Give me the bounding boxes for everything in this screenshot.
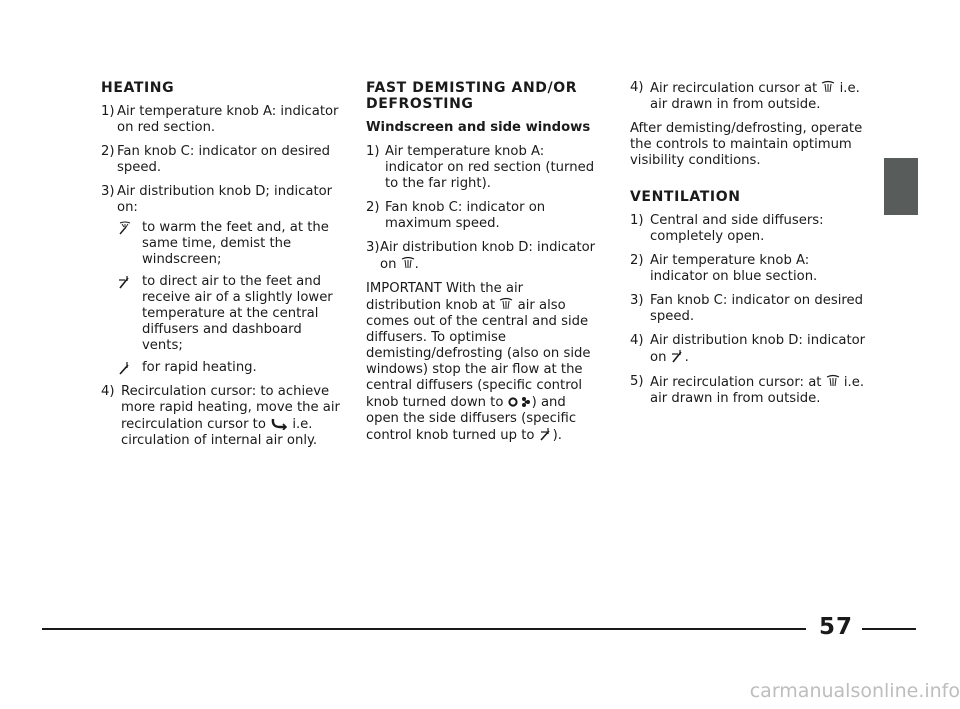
step-text: Central and side diffusers: completely open.: [650, 213, 824, 244]
feet-icon: [118, 361, 132, 375]
ventilation-column: [630, 80, 870, 415]
ventilation-step-2: [630, 253, 870, 285]
demist-step-4: [630, 80, 870, 113]
demist-step-1: [366, 144, 602, 192]
step-text-cont: i.e. circulation of internal air only.: [121, 417, 318, 448]
ventilation-step-5: [630, 374, 870, 407]
step-number: 5): [630, 374, 644, 389]
heating-option-feet-defrost: [101, 220, 341, 268]
note-text: air also comes out of the central and side diffusers. To optimise demisting/defrosting (also on side windows) stop the air flow at the central diffusers (specific control knob turned down to: [366, 298, 591, 410]
feet-and-windscreen-icon: [118, 221, 132, 235]
feet-icon: [539, 427, 553, 441]
fast-demisting-heading: FAST DEMISTING AND/OR DEFROSTING: [366, 80, 578, 112]
fan-off-icon: [508, 394, 532, 408]
heating-step-3: [101, 184, 341, 216]
step-number: 3): [630, 293, 644, 308]
feet-and-vents-icon: [671, 349, 685, 363]
step-text: Air temperature knob A: indicator on red section.: [117, 104, 339, 135]
demist-step-2: [366, 200, 602, 232]
step-number: 2): [101, 144, 115, 159]
step-number: 4): [101, 384, 115, 399]
after-demisting-text: After demisting/defrosting, operate the controls to maintain optimum visibility conditions.: [630, 121, 863, 168]
heating-column: [101, 80, 341, 457]
heating-step-1: [101, 104, 341, 136]
step-text-cont: i.e. air drawn in from outside.: [650, 375, 865, 406]
windscreen-subheading: Windscreen and side windows: [366, 120, 591, 135]
page-number: 57: [818, 614, 853, 640]
section-tab: [884, 158, 918, 215]
footer-rule-right: [862, 628, 916, 630]
step-text: Air recirculation cursor: at: [650, 375, 822, 390]
feet-and-vents-icon: [118, 275, 132, 289]
option-text: to direct air to the feet and receive air of a slightly lower temperature at the central diffusers and dashboard vents;: [142, 274, 333, 353]
step-number: 3): [366, 240, 380, 255]
watermark: carmanualsonline.info: [749, 680, 960, 702]
step-text: Air distribution knob D; indicator on:: [117, 184, 333, 215]
option-text: to warm the feet and, at the same time, demist the windscreen;: [142, 220, 329, 267]
heating-heading: HEATING: [101, 80, 175, 96]
footer-rule-left: [42, 628, 806, 630]
step-text: Fan knob C: indicator on desired speed.: [117, 144, 330, 175]
step-text-end: .: [684, 350, 689, 365]
ventilation-step-3: [630, 293, 870, 325]
step-number: 2): [630, 253, 644, 268]
step-text-cont: i.e. air drawn in from outside.: [650, 81, 860, 112]
important-note: [366, 281, 602, 444]
heating-step-2: [101, 144, 341, 176]
step-text: Fan knob C: indicator on maximum speed.: [385, 200, 546, 231]
note-text: ) and open the side diffusers (specific control knob turned up to: [366, 395, 577, 443]
heating-step-4: [101, 384, 341, 449]
step-number: 1): [101, 104, 115, 119]
step-number: 1): [630, 213, 644, 228]
step-number: 4): [630, 80, 644, 95]
step-text: Air recirculation cursor at: [650, 81, 818, 96]
heating-option-feet: [101, 360, 341, 376]
step-text: Air temperature knob A: indicator on blue section.: [650, 253, 818, 284]
demist-step-3: [366, 240, 602, 273]
note-text: IMPORTANT With the air distribution knob at: [366, 281, 524, 313]
note-text: ).: [552, 428, 562, 443]
step-text-end: .: [414, 257, 419, 272]
step-text: Recirculation cursor: to achieve more rapid heating, move the air recirculation cursor to: [121, 384, 340, 432]
step-text: Air distribution knob D: indicator on: [380, 240, 596, 272]
windscreen-defrost-icon: [401, 256, 415, 270]
windscreen-defrost-icon: [499, 297, 513, 311]
outside-air-icon: [826, 374, 840, 388]
step-text: Fan knob C: indicator on desired speed.: [650, 293, 863, 324]
option-text: for rapid heating.: [142, 360, 257, 375]
step-number: 4): [630, 333, 644, 348]
ventilation-heading: VENTILATION: [630, 189, 741, 205]
ventilation-step-1: [630, 213, 870, 245]
step-number: 3): [101, 184, 115, 199]
ventilation-step-4: [630, 333, 870, 366]
step-number: 1): [366, 144, 380, 159]
outside-air-icon: [821, 80, 835, 94]
step-number: 2): [366, 200, 380, 215]
fast-demisting-column: [366, 80, 602, 452]
step-text: Air temperature knob A: indicator on red section (turned to the far right).: [385, 144, 595, 191]
step-text: Air distribution knob D: indicator on: [650, 333, 866, 365]
heating-option-feet-vents: [101, 274, 341, 354]
recirculation-icon: [270, 416, 288, 430]
